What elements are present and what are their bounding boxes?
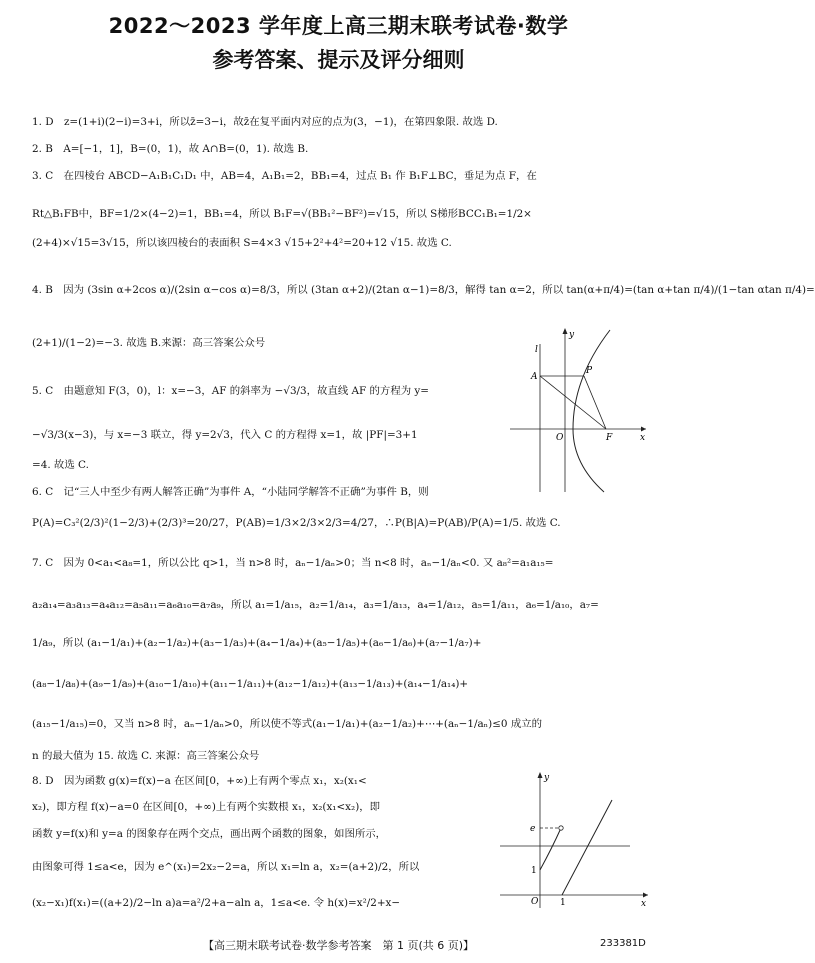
answer-line: n 的最大值为 15. 故选 C. 来源：高三答案公众号 bbox=[32, 750, 260, 762]
answer-line: 1. D z=(1+i)(2−i)=3+i，所以z̄=3−i，故z̄在复平面内对应的点为(3，−1)，在第四象限. 故选 D. bbox=[32, 116, 498, 128]
page-subtitle: 参考答案、提示及评分细则 bbox=[212, 48, 465, 72]
page-title: 2022～2023 学年度上高三期末联考试卷·数学 bbox=[108, 14, 569, 38]
answer-line: 3. C 在四棱台 ABCD−A₁B₁C₁D₁ 中，AB=4，A₁B₁=2，BB₁=4，过点 B₁ 作 B₁F⊥BC，垂足为点 F，在 bbox=[32, 170, 537, 182]
fig8-label-y: y bbox=[544, 773, 550, 783]
document-code: 233381D bbox=[600, 938, 646, 949]
answer-line: 6. C 记“三人中至少有两人解答正确”为事件 A，“小陆同学解答不正确”为事件 B，则 bbox=[32, 486, 429, 498]
answer-line: −√3/3(x−3)，与 x=−3 联立，得 y=2√3，代入 C 的方程得 x=1，故 |PF|=3+1 bbox=[32, 429, 418, 441]
answer-line: P(A)=C₃²(2/3)²(1−2/3)+(2/3)³=20/27，P(AB)=1/3×2/3×2/3=4/27，∴P(B|A)=P(AB)/P(A)=1/5. 故选 C. bbox=[32, 517, 561, 529]
answer-line: (2+4)×√15=3√15，所以该四棱台的表面积 S=4×3 √15+2²+4²=20+12 √15. 故选 C. bbox=[32, 237, 452, 249]
answer-line: a₂a₁₄=a₃a₁₃=a₄a₁₂=a₅a₁₁=a₆a₁₀=a₇a₉，所以 a₁=1/a₁₅，a₂=1/a₁₄，a₃=1/a₁₃，a₄=1/a₁₂，a₅=1/a₁₁，a₆=1/a₁₀，a₇= bbox=[32, 599, 599, 611]
answer-line: 函数 y=f(x)和 y=a 的图象存在两个交点，画出两个函数的图象，如图所示， bbox=[32, 828, 387, 840]
fig8-label-x1: 1 bbox=[560, 898, 566, 908]
answer-line: x₂)，即方程 f(x)−a=0 在区间[0，+∞)上有两个实数根 x₁，x₂(x₁<x₂)，即 bbox=[32, 801, 381, 813]
fig8-label-1: 1 bbox=[531, 866, 537, 876]
fig8-label-x: x bbox=[641, 899, 647, 909]
fig5-label-f: F bbox=[606, 433, 613, 443]
fig5-label-x: x bbox=[640, 433, 646, 443]
fig5-label-p: P bbox=[586, 366, 593, 376]
answer-line: 7. C 因为 0<a₁<a₈=1，所以公比 q>1，当 n>8 时，aₙ−1/aₙ>0；当 n<8 时，aₙ−1/aₙ<0. 又 a₈²=a₁a₁₅= bbox=[32, 557, 554, 569]
linear-branch bbox=[562, 800, 612, 895]
fig8-label-e: e bbox=[530, 824, 536, 834]
open-endpoint bbox=[559, 826, 563, 830]
answer-line: Rt△B₁FB中，BF=1/2×(4−2)=1，BB₁=4，所以 B₁F=√(BB₁²−BF²)=√15，所以 S梯形BCC₁B₁=1/2× bbox=[32, 208, 532, 220]
fig8-label-o: O bbox=[531, 897, 539, 907]
answer-line: 1/a₉，所以 (a₁−1/a₁)+(a₂−1/a₂)+(a₃−1/a₃)+(a₄−1/a₄)+(a₅−1/a₅)+(a₆−1/a₆)+(a₇−1/a₇)+ bbox=[32, 637, 482, 649]
fig5-label-l: l bbox=[535, 345, 538, 355]
page-footer: 【高三期末联考试卷·数学参考答案 第 1 页(共 6 页)】 bbox=[202, 939, 475, 952]
parabola-curve bbox=[573, 330, 610, 492]
answer-line: 2. B A=[−1，1]，B=(0，1)，故 A∩B=(0，1). 故选 B. bbox=[32, 143, 309, 155]
answer-line: (a₈−1/a₈)+(a₉−1/a₉)+(a₁₀−1/a₁₀)+(a₁₁−1/a₁₁)+(a₁₂−1/a₁₂)+(a₁₃−1/a₁₃)+(a₁₄−1/a₁₄)+ bbox=[32, 678, 469, 690]
answer-line: =4. 故选 C. bbox=[32, 459, 89, 471]
answer-line: (x₂−x₁)f(x₁)=((a+2)/2−ln a)a=a²/2+a−aln a，1≤a<e. 令 h(x)=x²/2+x− bbox=[32, 897, 401, 909]
answer-line: 5. C 由题意知 F(3，0)，l：x=−3，AF 的斜率为 −√3/3，故直线 AF 的方程为 y= bbox=[32, 385, 429, 397]
function-graph-figure bbox=[500, 770, 650, 910]
parabola-figure bbox=[510, 324, 650, 494]
answer-line: (2+1)/(1−2)=−3. 故选 B.来源：高三答案公众号 bbox=[32, 337, 266, 349]
answer-line: 由图象可得 1≤a<e，因为 e^(x₁)=2x₂−2=a，所以 x₁=ln a，x₂=(a+2)/2，所以 bbox=[32, 861, 420, 873]
answer-line: 8. D 因为函数 g(x)=f(x)−a 在区间[0，+∞)上有两个零点 x₁，x₂(x₁< bbox=[32, 775, 367, 787]
fig5-label-o: O bbox=[556, 433, 564, 443]
fig5-label-y: y bbox=[569, 330, 575, 340]
answer-line: (a₁₅−1/a₁₅)=0，又当 n>8 时，aₙ−1/aₙ>0，所以使不等式(a₁−1/a₁)+(a₂−1/a₂)+⋯+(aₙ−1/aₙ)≤0 成立的 bbox=[32, 718, 543, 730]
exp-curve bbox=[540, 828, 561, 870]
line-pf bbox=[584, 376, 606, 429]
fig5-label-a: A bbox=[531, 372, 538, 382]
answer-line: 4. B 因为 (3sin α+2cos α)/(2sin α−cos α)=8/3，所以 (3tan α+2)/(2tan α−1)=8/3，解得 tan α=2，所以 tan(α+π/4)=(tan α+tan π/4)/(1−tan αtan π/4)= bbox=[32, 284, 815, 296]
